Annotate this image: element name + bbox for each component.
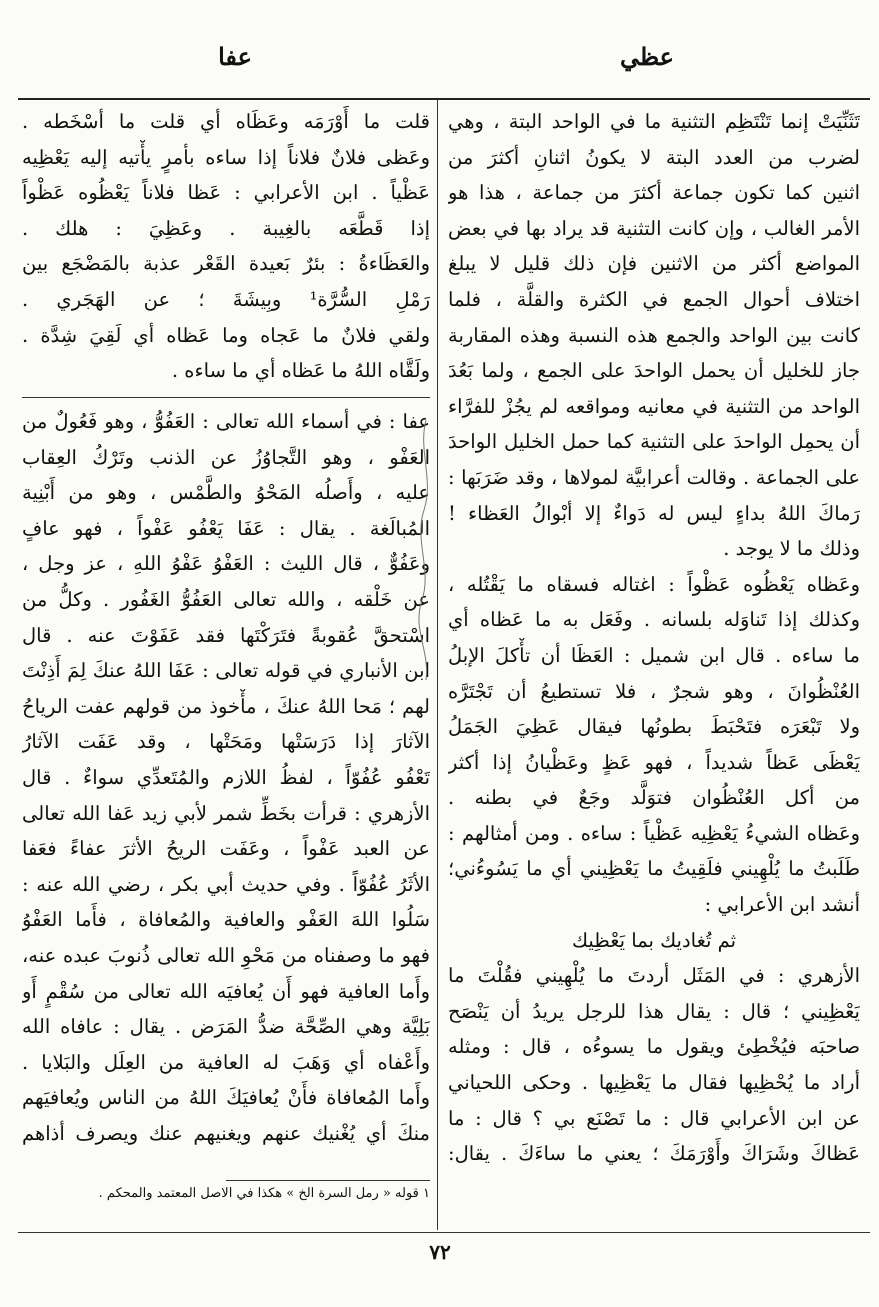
- text-line: ما ساءه . قال ابن شميل : العَظَا أن تأْكلَ الإبلُ: [448, 643, 860, 667]
- text-line: رَماكَ اللهُ بداءٍ ليس له دَواءٌ إلا أبْوالُ العَظاء !: [448, 501, 860, 525]
- text-line: اختلاف أحوال الجمع في الكثرة والقلَّة ، فلما: [448, 287, 860, 311]
- right-column: [448, 104, 860, 1172]
- text-line: عَظْياً . ابن الأعرابي : عَظا فلاناً يَعْظُوه عَظْواً: [22, 181, 430, 205]
- text-line: وعَظاه يَعْظُوه عَظْواً : اغتاله فسقاه ما يَقْتُله ،: [448, 572, 860, 596]
- text-line: الأمر الغالب ، وإن كانت التثنية قد يراد بها في بعض: [448, 216, 860, 240]
- text-line: الأزهري : قرأت بخَطِّ شمر لأبي زيد عَفا الله تعالى: [22, 801, 430, 825]
- text-line: العُنْظُوانَ ، وهو شجرٌ ، فلا تستطيعُ أن تَجْتَرَّه: [448, 679, 860, 703]
- text-line: ولقي فلانٌ ما عَجاه وما عَظاه أي لَقِيَ شِدَّة .: [22, 323, 430, 347]
- left-column-entry-azi: [22, 104, 430, 389]
- text-line: الواحد من التثنية في معانيه ومواقعه لم يجُزْ للفرَّاء: [448, 394, 860, 418]
- text-line: المواضع أكثر من الاثنين فإن ذلك قليل لا يبلغ: [448, 252, 860, 276]
- text-line: عن خَلْقه ، والله تعالى العَفُوُّ الغَفُور . وكلُّ من: [22, 587, 430, 611]
- text-line: عفا : في أسماء الله تعالى : العَفُوُّ ، وهو فَعُولٌ من: [22, 410, 430, 433]
- text-line: إذا قَطَّعَه بالغِيبة . وعَظِيَ : هلك .: [22, 216, 430, 240]
- footnote: ١ قوله « رمل السرة الخ » هكذا في الاصل المعتمد والمحكم .: [98, 1186, 430, 1201]
- text-line: وكذلك إذا تَناوَله بلسانه . وفَعَل به ما عَظاه أي: [448, 608, 860, 632]
- text-line: سَلُوا اللهَ العَفْو والعافية والمُعافاة ، فأَما العَفْوُ: [22, 908, 430, 932]
- text-line: طَلَبتُ ما يُلْهِيني فلَقِيتُ ما يَعْظِيني أي ما يَسُوءُني؛: [448, 857, 860, 881]
- text-line: الآثارَ إذا دَرَسَتْها ومَحَتْها ، وقد عَفَت الآثارُ: [22, 730, 430, 754]
- text-line: وعَفُوٌّ ، قال الليث : العَفْوُ عَفْوُ اللهِ ، عز وجل ،: [22, 552, 430, 576]
- bottom-rule: [18, 1232, 870, 1233]
- footnote-rule: [226, 1180, 430, 1181]
- top-rule: [18, 98, 870, 100]
- text-line: العَفْو ، وهو التَّجاوُزُ عن الذنب وتَرْكُ العِقاب: [22, 445, 430, 469]
- text-line: ولا تَبْعَرَه فتَحْبَطَ بطونُها فيقال عَظِيَ الجَمَلُ: [448, 715, 860, 739]
- text-line: جاز للخليل أن يحمل الواحدَ على الجمع ، ولما بَعُدَ: [448, 359, 860, 383]
- text-line: قلت ما أَوْرَمَه وعَظَاه أي قلت ما أسْخَطه .: [22, 110, 430, 133]
- text-line: منكَ أي يُغْنيك عنهم ويغنيهم عنك ويصرف أذاهم: [22, 1121, 430, 1145]
- text-line: وأَما المُعافاة فأَنْ يُعافيَكَ اللهُ من الناس ويُعافيَهم: [22, 1086, 430, 1110]
- text-line: كانت بين الواحد والجمع هذه النسبة وهذه المقاربة: [448, 323, 860, 347]
- text-line: أن يحمِل الواحدَ على التثنية كما حمل الخليل الواحدَ: [448, 430, 860, 454]
- text-line: وأَما العافية فهو أَن يُعافيَه الله تعالى من سُقْمٍ أَو: [22, 979, 430, 1003]
- text-line: وعَظى فلانٌ فلاناً إذا ساءه بأمرٍ يأْتيه إليه يَعْظِيه: [22, 145, 430, 169]
- text-line: ابن الأنباري في قوله تعالى : عَفَا اللهُ عنكَ لِمَ أَذِنْتَ: [22, 659, 430, 683]
- text-line: عَظاكَ وشَرَاكَ وأَوْرَمَكَ ؛ يعني ما ساءَكَ . يقال:: [448, 1142, 860, 1166]
- text-line: عن ابن الأعرابي قال : ما تَصْنَع بي ؟ قال : ما: [448, 1106, 860, 1130]
- text-line: وعَظاه الشيءُ يَعْظِيه عَظْياً : ساءه . ومن أمثالهم :: [448, 821, 860, 845]
- text-line: الأزهري : في المَثَل أردتَ ما يُلْهِيني فقُلْتَ ما: [448, 964, 860, 988]
- header-word-right: عظي: [619, 42, 674, 71]
- text-line: رَمْلِ السُّرَّة¹ وبِيشَةَ ؛ عن الهَجَري .: [22, 287, 430, 311]
- text-line: تَثَنِّيَتْ إنما تَنْتَظِم التثنية ما في الواحد البتة ، وهي: [448, 110, 860, 133]
- text-line: عليه ، وأَصلُه المَحْوُ والطَّمْس ، وهو من أَبْنِية: [22, 481, 430, 505]
- text-line: لضرب من العدد البتة لا يكونُ اثنانِ أكثرَ من: [448, 145, 860, 169]
- text-line: لهم ؛ مَحا اللهُ عنكَ ، مأْخوذ من قولهم عفت الرياحُ: [22, 694, 430, 718]
- text-line: بَلِيَّة وهي الصِّحَّة ضدُّ المَرَض . يقال : عافاه الله: [22, 1015, 430, 1039]
- header-word-left: عفا: [218, 42, 252, 71]
- text-line: وأَعْفاه أي وَهَبَ له العافية من العِلَل والبَلايا .: [22, 1050, 430, 1074]
- entry-separator-rule: [22, 397, 430, 398]
- text-line: يَعْظَى عَظاً شديداً ، فهو عَظٍ وعَظْيانُ إذا أكثر: [448, 750, 860, 774]
- text-line: أراد ما يُحْظِيها فقال ما يَعْظِيها . وحكى اللحياني: [448, 1071, 860, 1095]
- left-column-entry-afa: [22, 404, 430, 1151]
- text-line: تَعْفُو عُفُوّاً ، لفظُ اللازم والمُتَعدِّي سواءٌ . قال: [22, 765, 430, 789]
- text-line: عن العبد عَفْواً ، وعَفَت الريحُ الأثرَ عفاءً فعَفا: [22, 837, 430, 861]
- text-line: اسْتحقَّ عُقوبةً فتَرَكْتَها فقد عَفَوْتَ عنه . قال: [22, 623, 430, 647]
- text-line: يَعْظِيني ؛ قال : يقال هذا للرجل يريدُ أن يَنْصَح: [448, 999, 860, 1023]
- text-line: وذلك ما لا يوجد .: [723, 537, 860, 561]
- page-crease-mark: [414, 420, 438, 680]
- text-line: والعَظَاءةُ : بئرٌ بَعيدة القَعْر عذبة بالمَضْجَع بين: [22, 252, 430, 276]
- text-line: فهو ما وصفناه من مَحْوِ الله تعالى ذُنوبَ عبده عنه،: [22, 943, 430, 967]
- text-line: على الجماعة . وقالت أعرابيَّة لمولاها ، وقد ضَرَبَها :: [448, 465, 860, 489]
- text-line: الأثَرُ عُفُوّاً . وفي حديث أبي بكر ، رضي الله عنه :: [22, 872, 430, 896]
- text-line: ولَقَّاه اللهُ ما عَظاه أي ما ساءه .: [171, 359, 430, 383]
- text-line: المُبالَغة . يقال : عَفَا يَعْفُو عَفْواً ، فهو عافٍ: [22, 516, 430, 540]
- verse-line: ثم تُغاديك بما يَعْظِيك: [571, 928, 737, 952]
- text-line: صاحبَه فيُخْطِئ ويقول ما يسوءُه ، قال : ومثله: [448, 1035, 860, 1059]
- page-number: ٧٢: [429, 1240, 451, 1264]
- text-line: أنشد ابن الأعرابي :: [704, 893, 860, 917]
- text-line: اثنين كما تكون جماعة أكثرَ من جماعة ، هذا هو: [448, 181, 860, 205]
- text-line: من أكل العُنْظُوان فتوَلَّد وجَعٌ في بطنه .: [448, 786, 860, 810]
